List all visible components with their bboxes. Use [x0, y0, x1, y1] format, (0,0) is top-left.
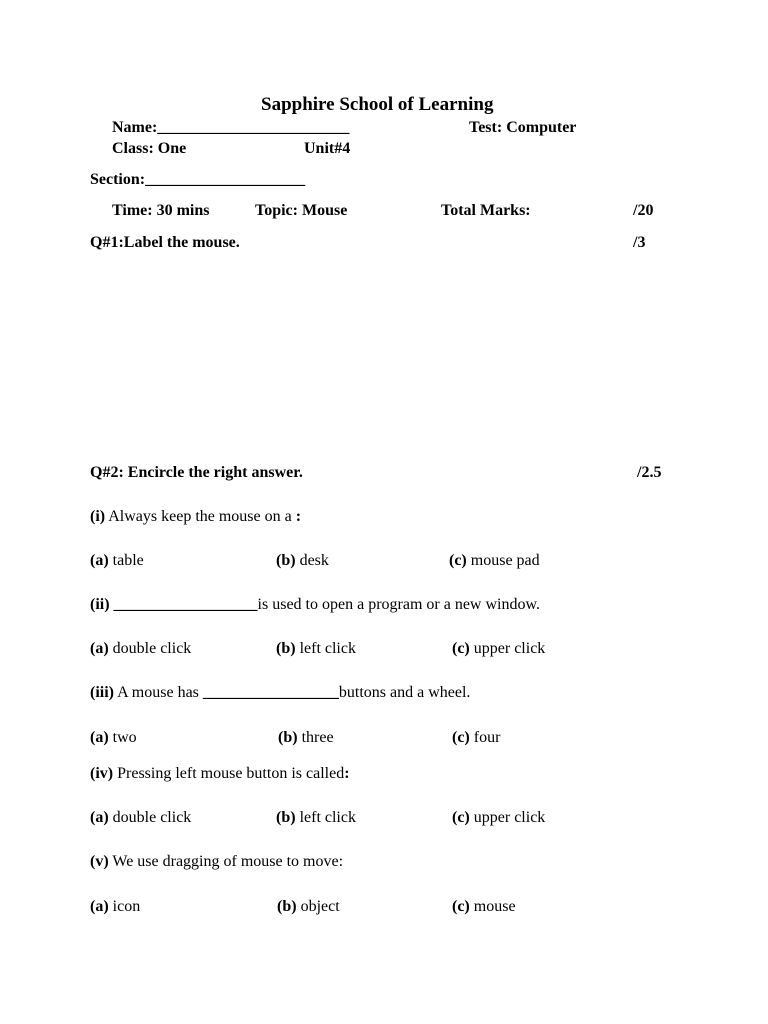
- option-letter: (b): [277, 898, 297, 915]
- option-2a[interactable]: [90, 639, 191, 659]
- option-text: table: [108, 552, 144, 569]
- option-letter: (a): [90, 640, 109, 657]
- question-number: (i): [90, 508, 106, 525]
- time-label: Time: 30 mins: [112, 202, 210, 219]
- unit-label: Unit#4: [304, 140, 351, 157]
- option-4c[interactable]: [452, 808, 545, 828]
- q2-label: Q#2: Encircle the right answer.: [90, 464, 303, 481]
- option-2c[interactable]: [452, 639, 545, 659]
- option-letter: (b): [276, 809, 296, 826]
- option-letter: (a): [90, 729, 109, 746]
- answer-blank: _________________: [202, 684, 339, 701]
- option-4a[interactable]: [90, 808, 191, 828]
- option-letter: (a): [90, 809, 109, 826]
- option-text: three: [297, 729, 334, 746]
- q2-marks: /2.5: [637, 464, 662, 481]
- option-letter: (c): [449, 552, 467, 569]
- test-subject-label: Test: Computer: [469, 119, 577, 136]
- topic-label: Topic: Mouse: [255, 202, 348, 219]
- question-2: [90, 595, 540, 615]
- option-1b[interactable]: [276, 551, 329, 571]
- total-marks-label: Total Marks:: [441, 202, 531, 219]
- question-1: [90, 507, 301, 527]
- question-text: Pressing left mouse button is called: [113, 765, 345, 782]
- option-3a[interactable]: [90, 728, 137, 748]
- question-number: (iv): [90, 765, 114, 782]
- option-5a[interactable]: [90, 897, 140, 917]
- question-4: [90, 764, 350, 784]
- option-text: left click: [295, 809, 356, 826]
- option-2b[interactable]: [276, 639, 356, 659]
- option-3c[interactable]: [452, 728, 500, 748]
- answer-blank: __________________: [109, 596, 258, 613]
- option-5c[interactable]: [452, 897, 516, 917]
- question-tail: :: [344, 765, 350, 782]
- option-text: upper click: [469, 809, 546, 826]
- school-title: Sapphire School of Learning: [261, 94, 494, 115]
- question-text-end: buttons and a wheel.: [338, 684, 471, 701]
- option-letter: (b): [276, 640, 296, 657]
- option-letter: (c): [452, 898, 470, 915]
- q1-label: Q#1:Label the mouse.: [90, 234, 240, 251]
- option-text: double click: [108, 809, 192, 826]
- question-5: [90, 852, 343, 872]
- option-text: object: [296, 898, 340, 915]
- section-field-label: Section:____________________: [90, 171, 306, 188]
- question-tail: :: [295, 508, 302, 525]
- question-3: [90, 683, 470, 703]
- class-label: Class: One: [112, 140, 187, 157]
- option-text: mouse pad: [466, 552, 540, 569]
- q1-marks: /3: [633, 234, 646, 251]
- option-text: double click: [108, 640, 192, 657]
- question-text: A mouse has: [114, 684, 203, 701]
- option-text: four: [469, 729, 501, 746]
- option-letter: (a): [90, 552, 109, 569]
- option-text: mouse: [469, 898, 516, 915]
- option-letter: (c): [452, 729, 470, 746]
- total-marks-value: /20: [633, 202, 654, 219]
- name-field-label: Name:________________________: [112, 119, 350, 136]
- option-letter: (c): [452, 640, 470, 657]
- question-text: is used to open a program or a new window.: [257, 596, 540, 613]
- question-number: (iii): [90, 684, 114, 701]
- option-letter: (b): [278, 729, 298, 746]
- option-5b[interactable]: [277, 897, 340, 917]
- option-letter: (a): [90, 898, 109, 915]
- option-3b[interactable]: [278, 728, 334, 748]
- option-text: icon: [108, 898, 141, 915]
- option-text: two: [108, 729, 137, 746]
- option-text: desk: [295, 552, 329, 569]
- option-letter: (c): [452, 809, 470, 826]
- option-text: left click: [295, 640, 356, 657]
- option-4b[interactable]: [276, 808, 356, 828]
- question-text: Always keep the mouse on a: [105, 508, 296, 525]
- question-number: (v): [90, 853, 109, 870]
- question-number: (ii): [90, 596, 110, 613]
- option-letter: (b): [276, 552, 296, 569]
- option-1a[interactable]: [90, 551, 144, 571]
- option-text: upper click: [469, 640, 546, 657]
- question-text: We use dragging of mouse to move:: [108, 853, 344, 870]
- option-1c[interactable]: [449, 551, 540, 571]
